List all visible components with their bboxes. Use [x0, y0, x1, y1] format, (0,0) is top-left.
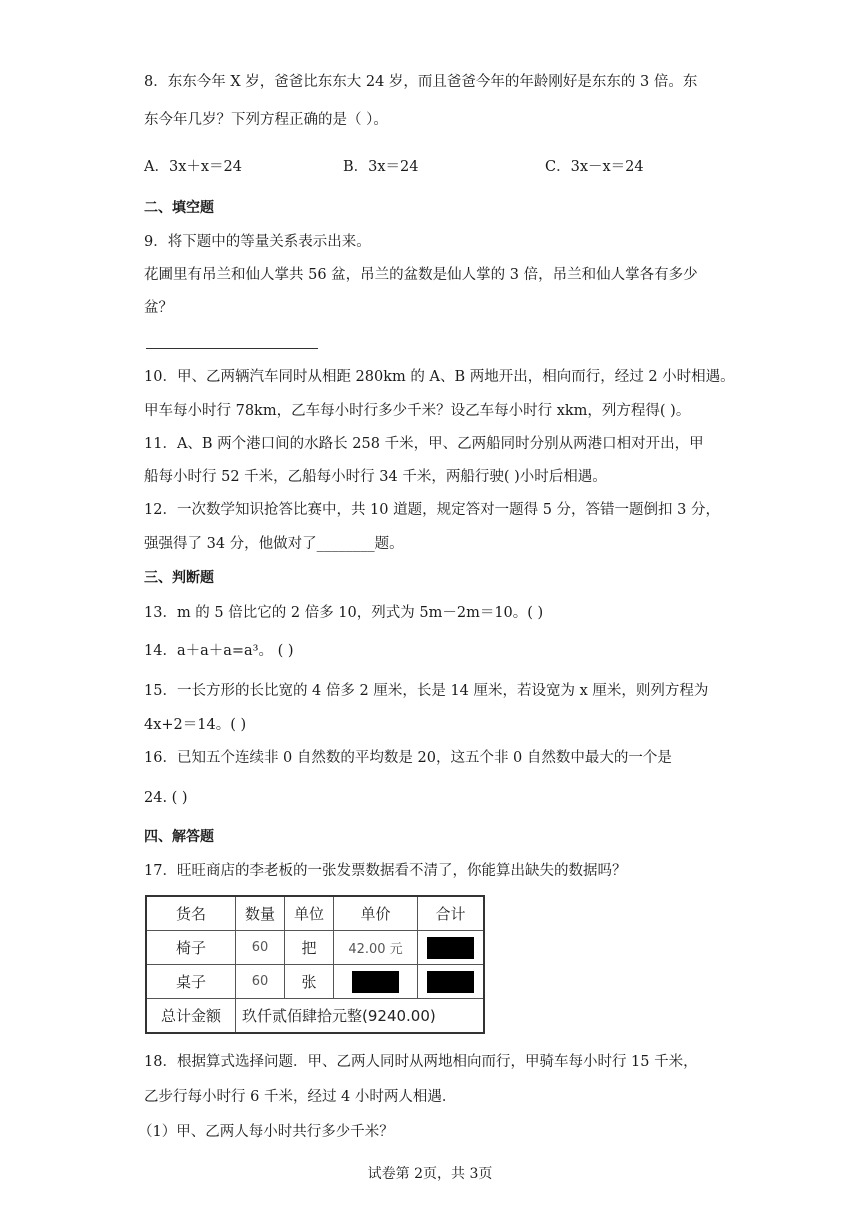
header-cell: 合计 [418, 896, 485, 931]
q18-sub1: （1）甲、乙两人每小时共行多少千米？ [138, 1124, 394, 1140]
q11-line1: 11．A、B 两个港口间的水路长 258 千米，甲、乙两船同时分别从两港口相对开出，甲 [144, 436, 704, 452]
q12-line2: 强强得了 34 分，他做对了________题。 [144, 536, 404, 552]
item-unit: 张 [285, 965, 334, 999]
q14-line1: 14．a＋a＋a=a³。 ( ) [144, 643, 294, 659]
invoice-row [146, 931, 484, 965]
q17-line1: 17．旺旺商店的李老板的一张发票数据看不清了，你能算出缺失的数据吗？ [144, 863, 627, 879]
section-4-heading: 四、解答题 [144, 829, 214, 845]
item-unit-price: 42.00 元 [334, 931, 418, 965]
q9-line3: 盆？ [144, 300, 173, 316]
q10-line2: 甲车每小时行 78km，乙车每小时行多少千米？设乙车每小时行 xkm，列方程得( )。 [144, 403, 691, 419]
q8-line1: 8．东东今年 X 岁，爸爸比东东大 24 岁，而且爸爸今年的年龄刚好是东东的 3 倍。东 [144, 74, 698, 90]
header-cell: 数量 [236, 896, 285, 931]
q10-line1: 10．甲、乙两辆汽车同时从相距 280km 的 A、B 两地开出，相向而行，经过 2 小时相遇。 [144, 369, 735, 385]
item-unit-price-obscured [334, 965, 418, 999]
q8-option-b: B．3x＝24 [343, 159, 419, 175]
header-cell: 单价 [334, 896, 418, 931]
section-2-heading: 二、填空题 [144, 200, 214, 216]
q18-line2: 乙步行每小时行 6 千米，经过 4 小时两人相遇． [144, 1089, 457, 1105]
item-quantity: 60 [236, 965, 285, 999]
q8-option-a: A．3x＋x＝24 [144, 159, 243, 175]
redaction-box [427, 937, 474, 959]
q9-line1: 9．将下题中的等量关系表示出来。 [144, 234, 371, 250]
page-footer: 试卷第 2页，共 3页 [367, 1166, 493, 1182]
q16-line2: 24. ( ) [144, 790, 188, 806]
item-quantity: 60 [236, 931, 285, 965]
q9-line2: 花圃里有吊兰和仙人掌共 56 盆，吊兰的盆数是仙人掌的 3 倍，吊兰和仙人掌各有多少 [144, 267, 698, 283]
header-cell: 货名 [146, 896, 236, 931]
redaction-box [427, 971, 474, 993]
item-name: 桌子 [146, 965, 236, 999]
q9-answer-line [146, 348, 318, 349]
total-label: 总计金额 [146, 999, 236, 1034]
item-total-obscured [418, 965, 485, 999]
redaction-box [352, 971, 399, 993]
q12-line1: 12．一次数学知识抢答比赛中，共 10 道题，规定答对一题得 5 分，答错一题倒扣 3 分， [144, 502, 721, 518]
item-name: 椅子 [146, 931, 236, 965]
q8-line2: 东今年几岁？下列方程正确的是（ ）。 [144, 112, 388, 128]
q15-line1: 15．一长方形的长比宽的 4 倍多 2 厘米，长是 14 厘米，若设宽为 x 厘米，则列方程为 [144, 683, 709, 699]
q11-line2: 船每小时行 52 千米，乙船每小时行 34 千米，两船行驶( )小时后相遇。 [144, 469, 607, 485]
invoice-row [146, 965, 484, 999]
q8-option-c: C．3x－x＝24 [545, 159, 644, 175]
section-3-heading: 三、判断题 [144, 570, 214, 586]
invoice-table [145, 895, 485, 1034]
q13-line1: 13．m 的 5 倍比它的 2 倍多 10，列式为 5m－2m＝10。( ) [144, 605, 544, 621]
q18-line1: 18．根据算式选择问题．甲、乙两人同时从两地相向而行，甲骑车每小时行 15 千米， [144, 1054, 698, 1070]
invoice-header-row [146, 896, 484, 931]
invoice-total-row [146, 999, 484, 1034]
item-total-obscured [418, 931, 485, 965]
q15-line2: 4x+2＝14。( ) [144, 717, 247, 733]
item-unit: 把 [285, 931, 334, 965]
q16-line1: 16．已知五个连续非 0 自然数的平均数是 20，这五个非 0 自然数中最大的一个是 [144, 750, 672, 766]
total-value: 玖仟贰佰肆拾元整(9240.00) [236, 999, 485, 1034]
header-cell: 单位 [285, 896, 334, 931]
